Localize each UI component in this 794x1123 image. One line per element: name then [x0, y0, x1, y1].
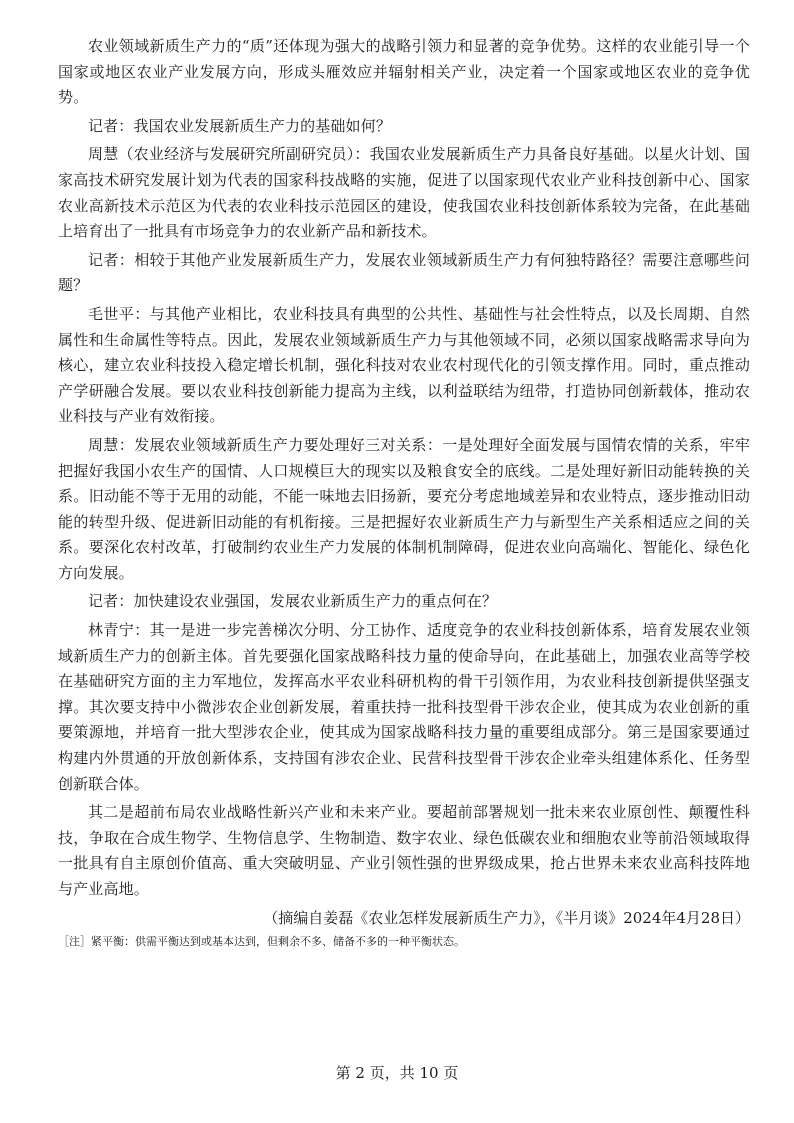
paragraph-6: 周慧：发展农业领域新质生产力要处理好三对关系：一是处理好全面发展与国情农情的关系，牢牢把握好我国小农生产的国情、人口规模巨大的现实以及粮食安全的底线。二是处理好新旧动能转换的关系。旧动能不等于无用的动能，不能一味地去旧扬新，要充分考虑地域差异和农业特点，逐步推动旧动能的转型升级、促进新旧动能的有机衔接。三是把握好农业新质生产力与新型生产关系相适应之间的关系。要深化农村改革，打破制约农业生产力发展的体制机制障碍，促进农业向高端化、智能化、绿色化方向发展。 — [58, 435, 750, 582]
paragraph-4: 记者：相较于其他产业发展新质生产力，发展农业领域新质生产力有何独特路径？需要注意哪些问题？ — [58, 250, 750, 295]
paragraph-8: 林青宁：其一是进一步完善梯次分明、分工协作、适度竞争的农业科技创新体系，培育发展农业领域新质生产力的创新主体。首先要强化国家战略科技力量的使命导向，在此基础上，加强农业高等学校在基础研究方面的主力军地位，发挥高水平农业科研机构的骨干引领作用，为农业科技创新提供坚强支撑。其次要支持中小微涉农企业创新发展，着重扶持一批科技型骨干涉农企业，使其成为农业创新的重要策源地，并培育一批大型涉农企业，使其成为国家战略科技力量的重要组成部分。第三是国家要通过构建内外贯通的开放创新体系，支持国有涉农企业、民营科技型骨干涉农企业牵头组建体系化、任务型创新联合体。 — [58, 621, 750, 793]
paragraph-2: 记者：我国农业发展新质生产力的基础如何？ — [88, 116, 392, 135]
footnote: ［注］紧平衡：供需平衡达到或基本达到，但剩余不多、储备不多的一种平衡状态。 — [58, 935, 465, 949]
paragraph-1: 农业领域新质生产力的“质”还体现为强大的战略引领力和显著的竞争优势。这样的农业能引导一个国家或地区农业产业发展方向，形成头雁效应并辐射相关产业，决定着一个国家或地区农业的竞争优势。 — [58, 37, 750, 107]
source-citation: （摘编自姜磊《农业怎样发展新质生产力》，《半月谈》2024年4月28日） — [263, 908, 750, 927]
document-page — [58, 34, 750, 951]
paragraph-7: 记者：加快建设农业强国，发展农业新质生产力的重点何在？ — [88, 592, 498, 611]
paragraph-5: 毛世平：与其他产业相比，农业科技具有典型的公共性、基础性与社会性特点，以及长周期、自然属性和生命属性等特点。因此，发展农业领域新质生产力与其他领域不同，必须以国家战略需求导向为核心，建立农业科技投入稳定增长机制，强化科技对农业农村现代化的引领支撑作用。同时，重点推动产学研融合发展。要以农业科技创新能力提高为主线，以利益联结为纽带，打造协同创新载体，推动农业科技与产业有效衔接。 — [58, 304, 750, 426]
paragraph-3: 周慧（农业经济与发展研究所副研究员）：我国农业发展新质生产力具备良好基础。以星火计划、国家高技术研究发展计划为代表的国家科技战略的实施，促进了以国家现代农业产业科技创新中心、国家农业高新技术示范区为代表的农业科技示范园区的建设，使我国农业科技创新体系较为完备，在此基础上培育出了一批具有市场竞争力的农业新产品和新技术。 — [58, 145, 750, 241]
paragraph-9: 其二是超前布局农业战略性新兴产业和未来产业。要超前部署规划一批未来农业原创性、颠覆性科技，争取在合成生物学、生物信息学、生物制造、数字农业、绿色低碳农业和细胞农业等前沿领域取得一批具有自主原创价值高、重大突破明显、产业引领性强的世界级成果，抢占世界未来农业高科技阵地与产业高地。 — [58, 803, 750, 898]
page-number: 第 2 页，共 10 页 — [335, 1064, 459, 1082]
